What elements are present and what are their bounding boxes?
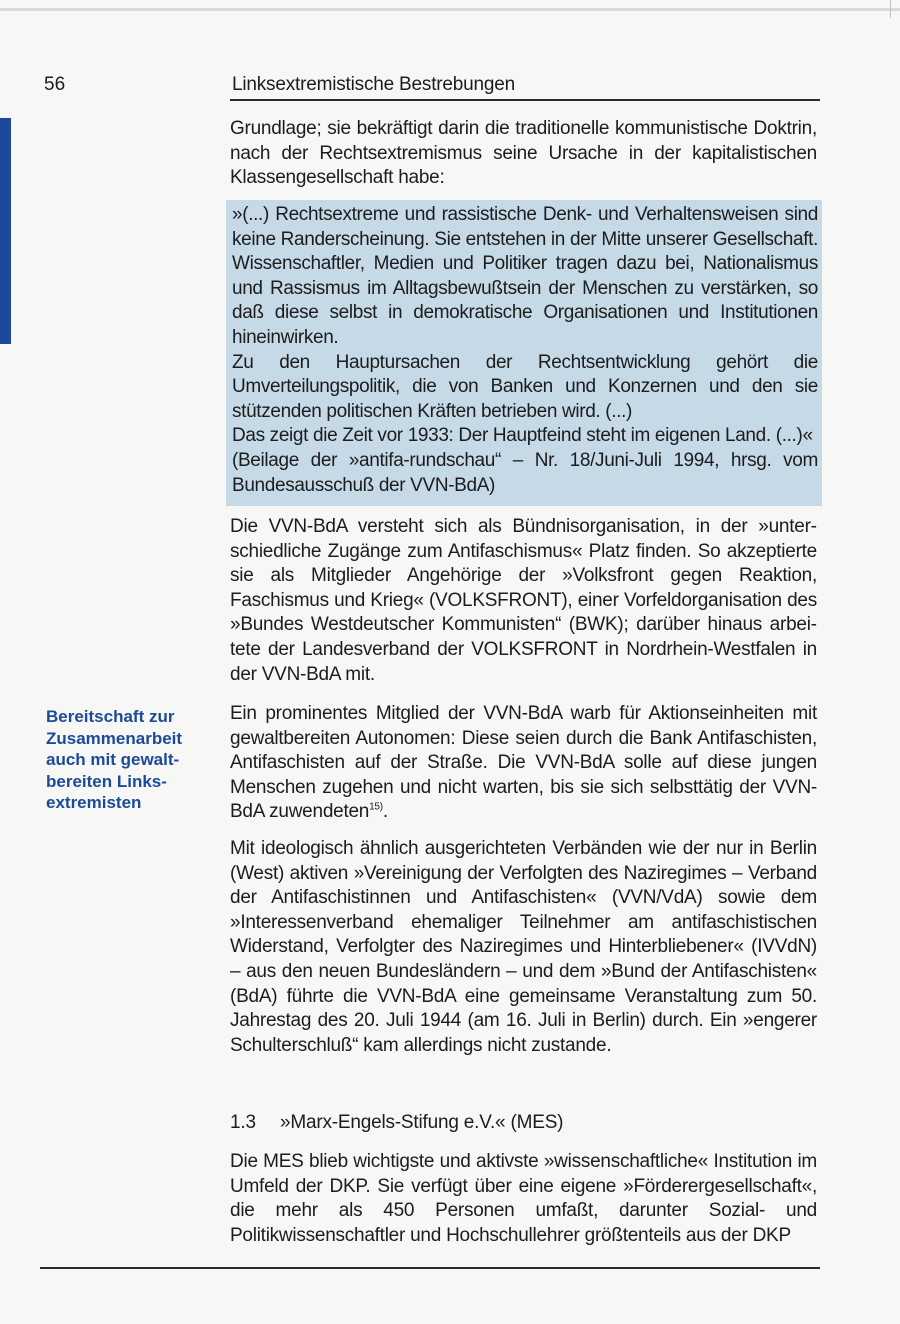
paragraph-prominent-member [230,702,817,825]
scan-edge [0,8,900,11]
running-title: Linksextremistische Bestrebungen [232,74,515,95]
quote-paragraph-3: Das zeigt die Zeit vor 1933: Der Hauptfeind steht im eigenen Land. (...)« [232,425,813,447]
quote-block [232,203,818,498]
paragraph-mes: Die MES blieb wichtigste und aktivste »wissenschaftliche« Institution im Umfeld der DKP. Sie verfügt über eine eigene »Förderergesellschaft«, die mehr als 450 Personen umfaßt, darunter Sozial- und Politikwissenschaftler und Hochschullehrer größtenteils aus der DKP [230,1151,817,1246]
section-title: »Marx-Engels-Stifung e.V.« (MES) [280,1112,564,1133]
section-number: 1.3 [230,1112,256,1133]
paragraph-prominent-text: Ein prominentes Mitglied der VVN-BdA warb für Aktionseinheiten mit gewaltbereiten Autonomen: Diese seien durch die Bank Antifaschisten, Antifaschisten auf der Straße. Die VVN-BdA solle auf diese jungen Menschen zugehen und nicht warten, bis sie sich selbsttätig der VVN-BdA zuwendeten [230,703,817,823]
footer-divider [40,1267,820,1269]
section-heading [230,1112,563,1134]
paragraph-vvn-bda: Die VVN-BdA versteht sich als Bündnisorganisation, in der »unterschiedliche Zugänge zum Antifaschismus« Platz finden. So akzeptierte sie als Mitglieder Angehörige der »Volksfront gegen Reaktion, Faschismus und Krieg« (VOLKSFRONT), einer Vorfeldorganisation des »Bundes Westdeutscher Kommunisten“ (BWK); darüber hinaus arbeitete der Landesverband der VOLKSFRONT in Nordrhein-Westfalen in der VVN-BdA mit. [230,516,817,685]
paragraph-prominent-end: . [382,801,388,823]
footnote-reference: 15) [369,802,383,814]
paragraph-joint-event: Mit ideologisch ähnlich ausgerichteten Verbänden wie der nur in Berlin (West) aktiven »Vereinigung der Verfolgten des Naziregimes – Verband der Antifaschistinnen und Antifaschisten« (VVN/VdA) sowie dem »Interessenverband ehemaliger Teilnehmer am antifaschistischen Widerstand, Verfolgter des Naziregimes und Hinterbliebener« (IVVdN) – aus den neuen Bundesländern – und dem »Bund der Antifaschisten« (BdA) führte die VVN-BdA eine gemeinsame Veranstaltung zum 50. Jahrestag des 20. Juli 1944 (am 16. Juli in Berlin) durch. Ein »engerer Schulterschluß“ kam allerdings nicht zustande. [230,838,817,1056]
quote-paragraph-2: Zu den Hauptursachen der Rechtsentwicklung gehört die Umverteilungspolitik, die von Banken und Konzernen und den sie stützenden politischen Kräften betrieben wird. (...) [232,351,818,422]
header-divider [230,99,820,101]
scan-edge-mark [890,0,891,18]
quote-source: (Beilage der »antifa-rundschau“ – Nr. 18/Juni-Juli 1994, hrsg. vom Bundesausschuß der VVN-BdA) [232,449,818,496]
margin-note: Bereitschaft zur Zusammenarbeit auch mit gewaltbereiten Linksextremisten [46,707,183,812]
page-number: 56 [44,74,66,95]
margin-marker-bar [0,118,11,344]
intro-paragraph: Grundlage; sie bekräftigt darin die traditionelle kommunistische Doktrin, nach der Rechtsextremismus seine Ursache in der kapitalistischen Klassengesellschaft habe: [230,118,817,189]
quote-paragraph-1: »(...) Rechtsextreme und rassistische Denk- und Verhaltensweisen sind keine Randerscheinung. Sie entstehen in der Mitte unserer Gesellschaft. Wissenschaftler, Medien und Politiker tragen dazu bei, Nationalismus und Rassismus im Alltagsbewußtsein der Menschen zu verstärken, so daß diese selbst in demokratische Organisationen und Institutionen hineinwirken. [232,204,818,348]
